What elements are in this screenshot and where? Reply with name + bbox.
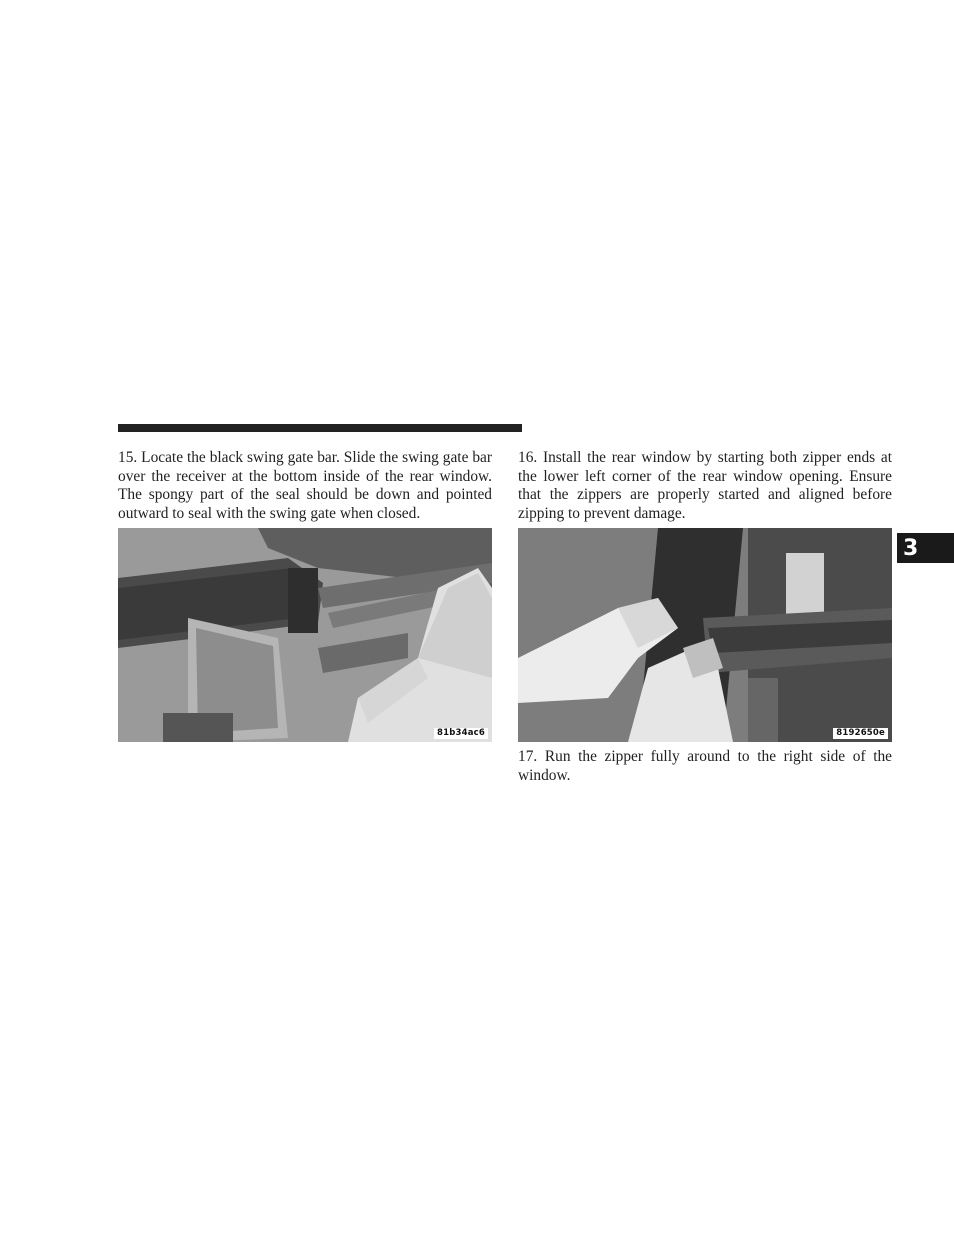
section-divider-rule	[118, 424, 522, 432]
chapter-number: 3	[903, 535, 919, 561]
zipper-installation-illustration	[518, 528, 892, 742]
chapter-tab	[897, 533, 954, 563]
swing-gate-bar-illustration	[118, 528, 492, 742]
figure-reference-code: 8192650e	[833, 728, 888, 739]
step-17-text: 17. Run the zipper fully around to the right side of the window.	[518, 748, 892, 784]
zipper-installation-drawing	[518, 528, 892, 742]
step-16-text: 16. Install the rear window by starting both zipper ends at the lower left corner of the rear window opening. Ensure that the zippers are properly started and aligned before zipping to prevent damage.	[518, 449, 892, 522]
step-15-text: 15. Locate the black swing gate bar. Slide the swing gate bar over the receiver at the bottom inside of the rear window. The spongy part of the seal should be down and pointed outward to seal with the swing gate when closed.	[118, 449, 492, 522]
figure-reference-code: 81b34ac6	[434, 728, 488, 739]
swing-gate-bar-drawing	[118, 528, 492, 742]
